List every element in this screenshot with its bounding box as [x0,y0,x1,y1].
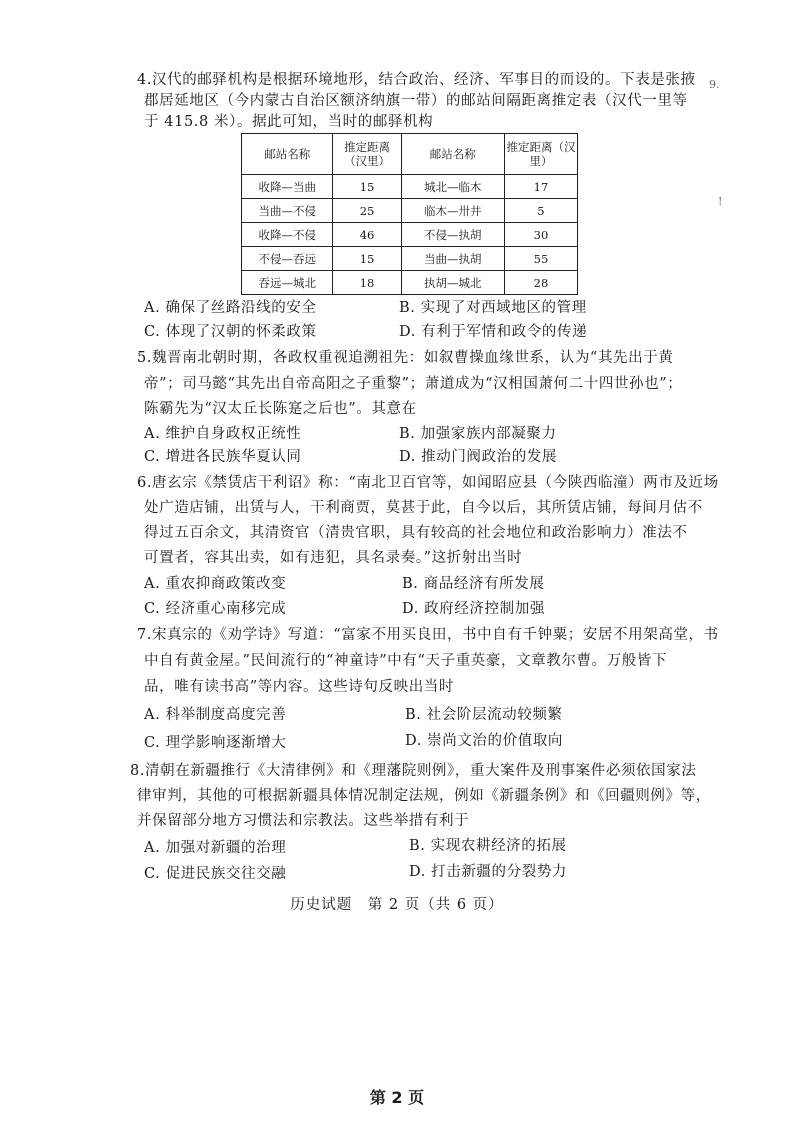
margin-mark-mid: ! [718,195,723,208]
exam-footer: 历史试题 第 2 页（共 6 页） [290,897,504,913]
question-7-option-b[interactable]: B. 社会阶层流动较频繁 [405,707,563,723]
table-cell: 17 [504,175,577,199]
question-5-option-b[interactable]: B. 加强家族内部凝聚力 [399,426,557,442]
table-row [242,175,578,199]
table-cell: 15 [333,175,401,199]
question-7-option-d[interactable]: D. 崇尚文治的价值取向 [405,733,564,749]
question-7-line-1: 7.宋真宗的《劝学诗》写道：“富家不用买良田，书中自有千钟粟；安居不用架高堂，书 [137,627,719,643]
table-header-cell: 推定距离（汉里） [333,134,401,175]
question-5-line-3: 陈霸先为“汉太丘长陈寔之后也”。其意在 [144,401,417,417]
table-cell: 收降—当曲 [242,175,333,199]
table-cell: 55 [504,247,577,271]
question-6-option-a[interactable]: A. 重农抑商政策改变 [144,576,287,592]
table-cell: 28 [504,271,577,295]
table-header-cell: 邮站名称 [401,134,504,175]
relay-distance-table [241,133,578,295]
question-4-option-a[interactable]: A. 确保了丝路沿线的安全 [144,300,317,316]
table-cell: 30 [504,223,577,247]
question-5-line-2: 帝”；司马懿“其先出自帝高阳之子重黎”；萧道成为“汉相国萧何二十四世孙也”； [144,376,683,392]
question-5-option-a[interactable]: A. 维护自身政权正统性 [144,426,302,442]
question-6-line-1: 6.唐玄宗《禁赁店干利诏》称：“南北卫百官等，如闻昭应县（今陕西临潼）两市及近场 [137,475,719,491]
table-cell: 城北—临木 [401,175,504,199]
question-8-line-1: 8.清朝在新疆推行《大清律例》和《理藩院则例》，重大案件及刑事案件必须依国家法 [130,763,697,779]
question-8-option-d[interactable]: D. 打击新疆的分裂势力 [409,864,568,880]
question-5-option-c[interactable]: C. 增进各民族华夏认同 [144,449,302,465]
table-cell: 当曲—不侵 [242,199,333,223]
table-cell: 执胡—城北 [401,271,504,295]
table-row [242,271,578,295]
table-cell: 15 [333,247,401,271]
table-cell: 46 [333,223,401,247]
margin-mark-top: 9. [709,78,720,91]
question-8-option-a[interactable]: A. 加强对新疆的治理 [144,840,287,856]
question-7-line-2: 中自有黄金屋。”民间流行的“神童诗”中有“天子重英豪，文章教尔曹。万般皆下 [144,653,668,669]
question-7-line-3: 品，唯有读书高”等内容。这些诗句反映出当时 [144,679,455,695]
question-4-line-3: 于 415.8 米）。据此可知，当时的邮驿机构 [144,114,434,130]
question-6-option-c[interactable]: C. 经济重心南移完成 [144,601,287,617]
question-7-option-c[interactable]: C. 理学影响逐渐增大 [144,735,287,751]
table-cell: 收降—不侵 [242,223,333,247]
table-row [242,223,578,247]
page-number: 第 2 页 [369,1088,425,1107]
question-4-option-d[interactable]: D. 有利于军情和政令的传递 [399,324,588,340]
table-cell: 18 [333,271,401,295]
question-8-line-2: 律审判，其他的可根据新疆具体情况制定法规，例如《新疆条例》和《回疆则例》等， [137,788,711,804]
question-4-option-c[interactable]: C. 体现了汉朝的怀柔政策 [144,324,317,340]
question-8-line-3: 并保留部分地方习惯法和宗教法。这些举措有利于 [137,813,470,829]
table-cell: 吞远—城北 [242,271,333,295]
table-row [242,247,578,271]
question-5-option-d[interactable]: D. 推动门阀政治的发展 [399,449,558,465]
question-6-line-2: 处广造店铺，出赁与人，干利商贾，莫甚于此，自今以后，其所赁店铺，每间月估不 [144,500,703,516]
table-cell: 当曲—执胡 [401,247,504,271]
table-cell: 不侵—吞远 [242,247,333,271]
question-8-option-c[interactable]: C. 促进民族交往交融 [144,866,287,882]
question-5-line-1: 5.魏晋南北朝时期，各政权重视追溯祖先：如叙曹操血缘世系，认为“其先出于黄 [137,350,674,366]
table-header-cell: 邮站名称 [242,134,333,175]
table-cell: 临木—卅井 [401,199,504,223]
question-4-option-b[interactable]: B. 实现了对西域地区的管理 [399,300,587,316]
table-header-cell: 推定距离（汉里） [504,134,577,175]
question-6-option-d[interactable]: D. 政府经济控制加强 [402,601,545,617]
question-4-line-1: 4.汉代的邮驿机构是根据环境地形，结合政治、经济、军事目的而设的。下表是张掖 [137,72,696,88]
question-7-option-a[interactable]: A. 科举制度高度完善 [144,707,287,723]
question-6-line-3: 得过五百余文，其清资官（清贵官职，具有较高的社会地位和政治影响力）准法不 [144,525,688,541]
question-6-line-4: 可置者，容其出卖，如有违犯，具名录奏。”这折射出当时 [144,550,523,566]
table-cell: 不侵—执胡 [401,223,504,247]
question-6-option-b[interactable]: B. 商品经济有所发展 [402,576,545,592]
question-8-option-b[interactable]: B. 实现农耕经济的拓展 [409,838,567,854]
table-row [242,199,578,223]
table-header-row [242,134,578,175]
table-cell: 25 [333,199,401,223]
question-4-line-2: 郡居延地区（今内蒙古自治区额济纳旗一带）的邮站间隔距离推定表（汉代一里等 [144,93,688,109]
table-cell: 5 [504,199,577,223]
